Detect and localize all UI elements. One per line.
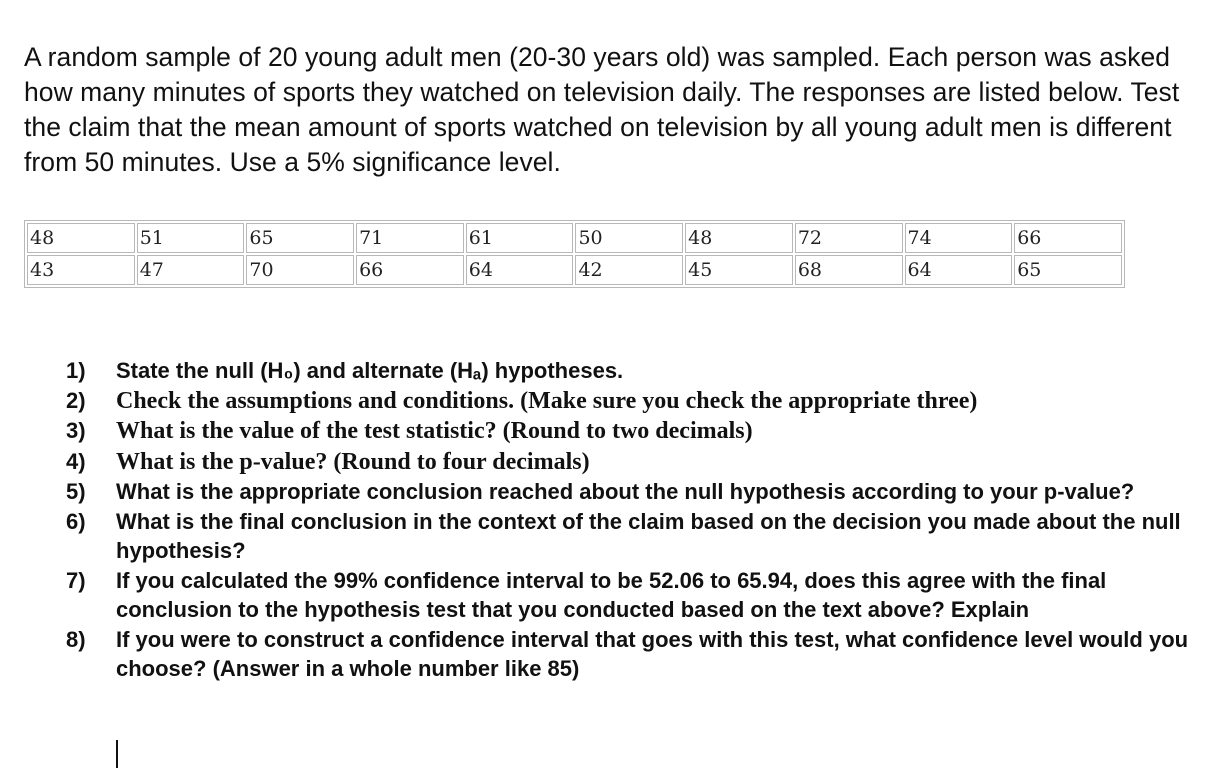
table-cell: 48	[685, 223, 793, 253]
table-cell: 65	[246, 223, 354, 253]
question-number: 5)	[66, 479, 86, 504]
table-cell: 64	[466, 255, 574, 285]
question-list	[66, 356, 1216, 684]
question-text: Check the assumptions and conditions. (Make sure you check the appropriate three)	[116, 387, 978, 414]
question-text: What is the value of the test statistic? (Round to two decimals)	[116, 418, 753, 444]
table-cell: 45	[685, 255, 793, 285]
table-cell: 51	[137, 223, 245, 253]
question-number: 7)	[66, 567, 86, 593]
question-item	[66, 386, 1216, 417]
data-table	[24, 220, 1125, 288]
table-cell: 48	[27, 223, 135, 253]
table-cell: 61	[466, 223, 574, 253]
table-row	[27, 223, 1122, 253]
table-cell: 47	[137, 255, 245, 285]
question-number: 3)	[66, 418, 86, 443]
question-text: If you calculated the 99% confidence interval to be 52.06 to 65.94, does this agree with the final conclusion to the hypothesis test that you conducted based on the text above? Explain	[116, 567, 1107, 622]
question-number: 4)	[66, 448, 86, 474]
question-text: What is the p-value? (Round to four decimals)	[116, 448, 590, 475]
table-row	[27, 255, 1122, 285]
table-cell: 64	[905, 255, 1013, 285]
table-cell: 68	[795, 255, 903, 285]
table-cell: 66	[1014, 223, 1122, 253]
question-item	[66, 625, 1216, 684]
table-cell: 43	[27, 255, 135, 285]
question-item	[66, 447, 1216, 478]
question-item	[66, 416, 1216, 447]
table-cell: 66	[356, 255, 464, 285]
question-text: State the null (H₀) and alternate (Hₐ) hypotheses.	[116, 358, 624, 383]
question-item	[66, 507, 1216, 566]
question-text: What is the appropriate conclusion reached about the null hypothesis according to your p-value?	[116, 479, 1135, 504]
table-cell: 65	[1014, 255, 1122, 285]
question-number: 2)	[66, 387, 86, 413]
table-cell: 71	[356, 223, 464, 253]
table-cell: 50	[575, 223, 683, 253]
table-cell: 42	[575, 255, 683, 285]
table-cell: 74	[905, 223, 1013, 253]
table-cell: 70	[246, 255, 354, 285]
question-text: What is the final conclusion in the context of the claim based on the decision you made about the null hypothesis?	[116, 508, 1181, 563]
question-item	[66, 477, 1216, 507]
problem-statement: A random sample of 20 young adult men (20-30 years old) was sampled. Each person was asked how many minutes of sports they watched on television daily. The responses are listed below. Test the claim that the mean amount of sports watched on television by all young adult men is different from 50 minutes. Use a 5% significance level.	[24, 42, 1180, 177]
question-number: 8)	[66, 626, 86, 652]
question-number: 6)	[66, 508, 86, 534]
question-text: If you were to construct a confidence interval that goes with this test, what confidence level would you choose? (Answer in a whole number like 85)	[116, 626, 1189, 681]
question-item	[66, 356, 1216, 386]
text-cursor[interactable]	[116, 740, 118, 768]
table-cell: 72	[795, 223, 903, 253]
question-item	[66, 566, 1216, 625]
question-number: 1)	[66, 358, 86, 383]
